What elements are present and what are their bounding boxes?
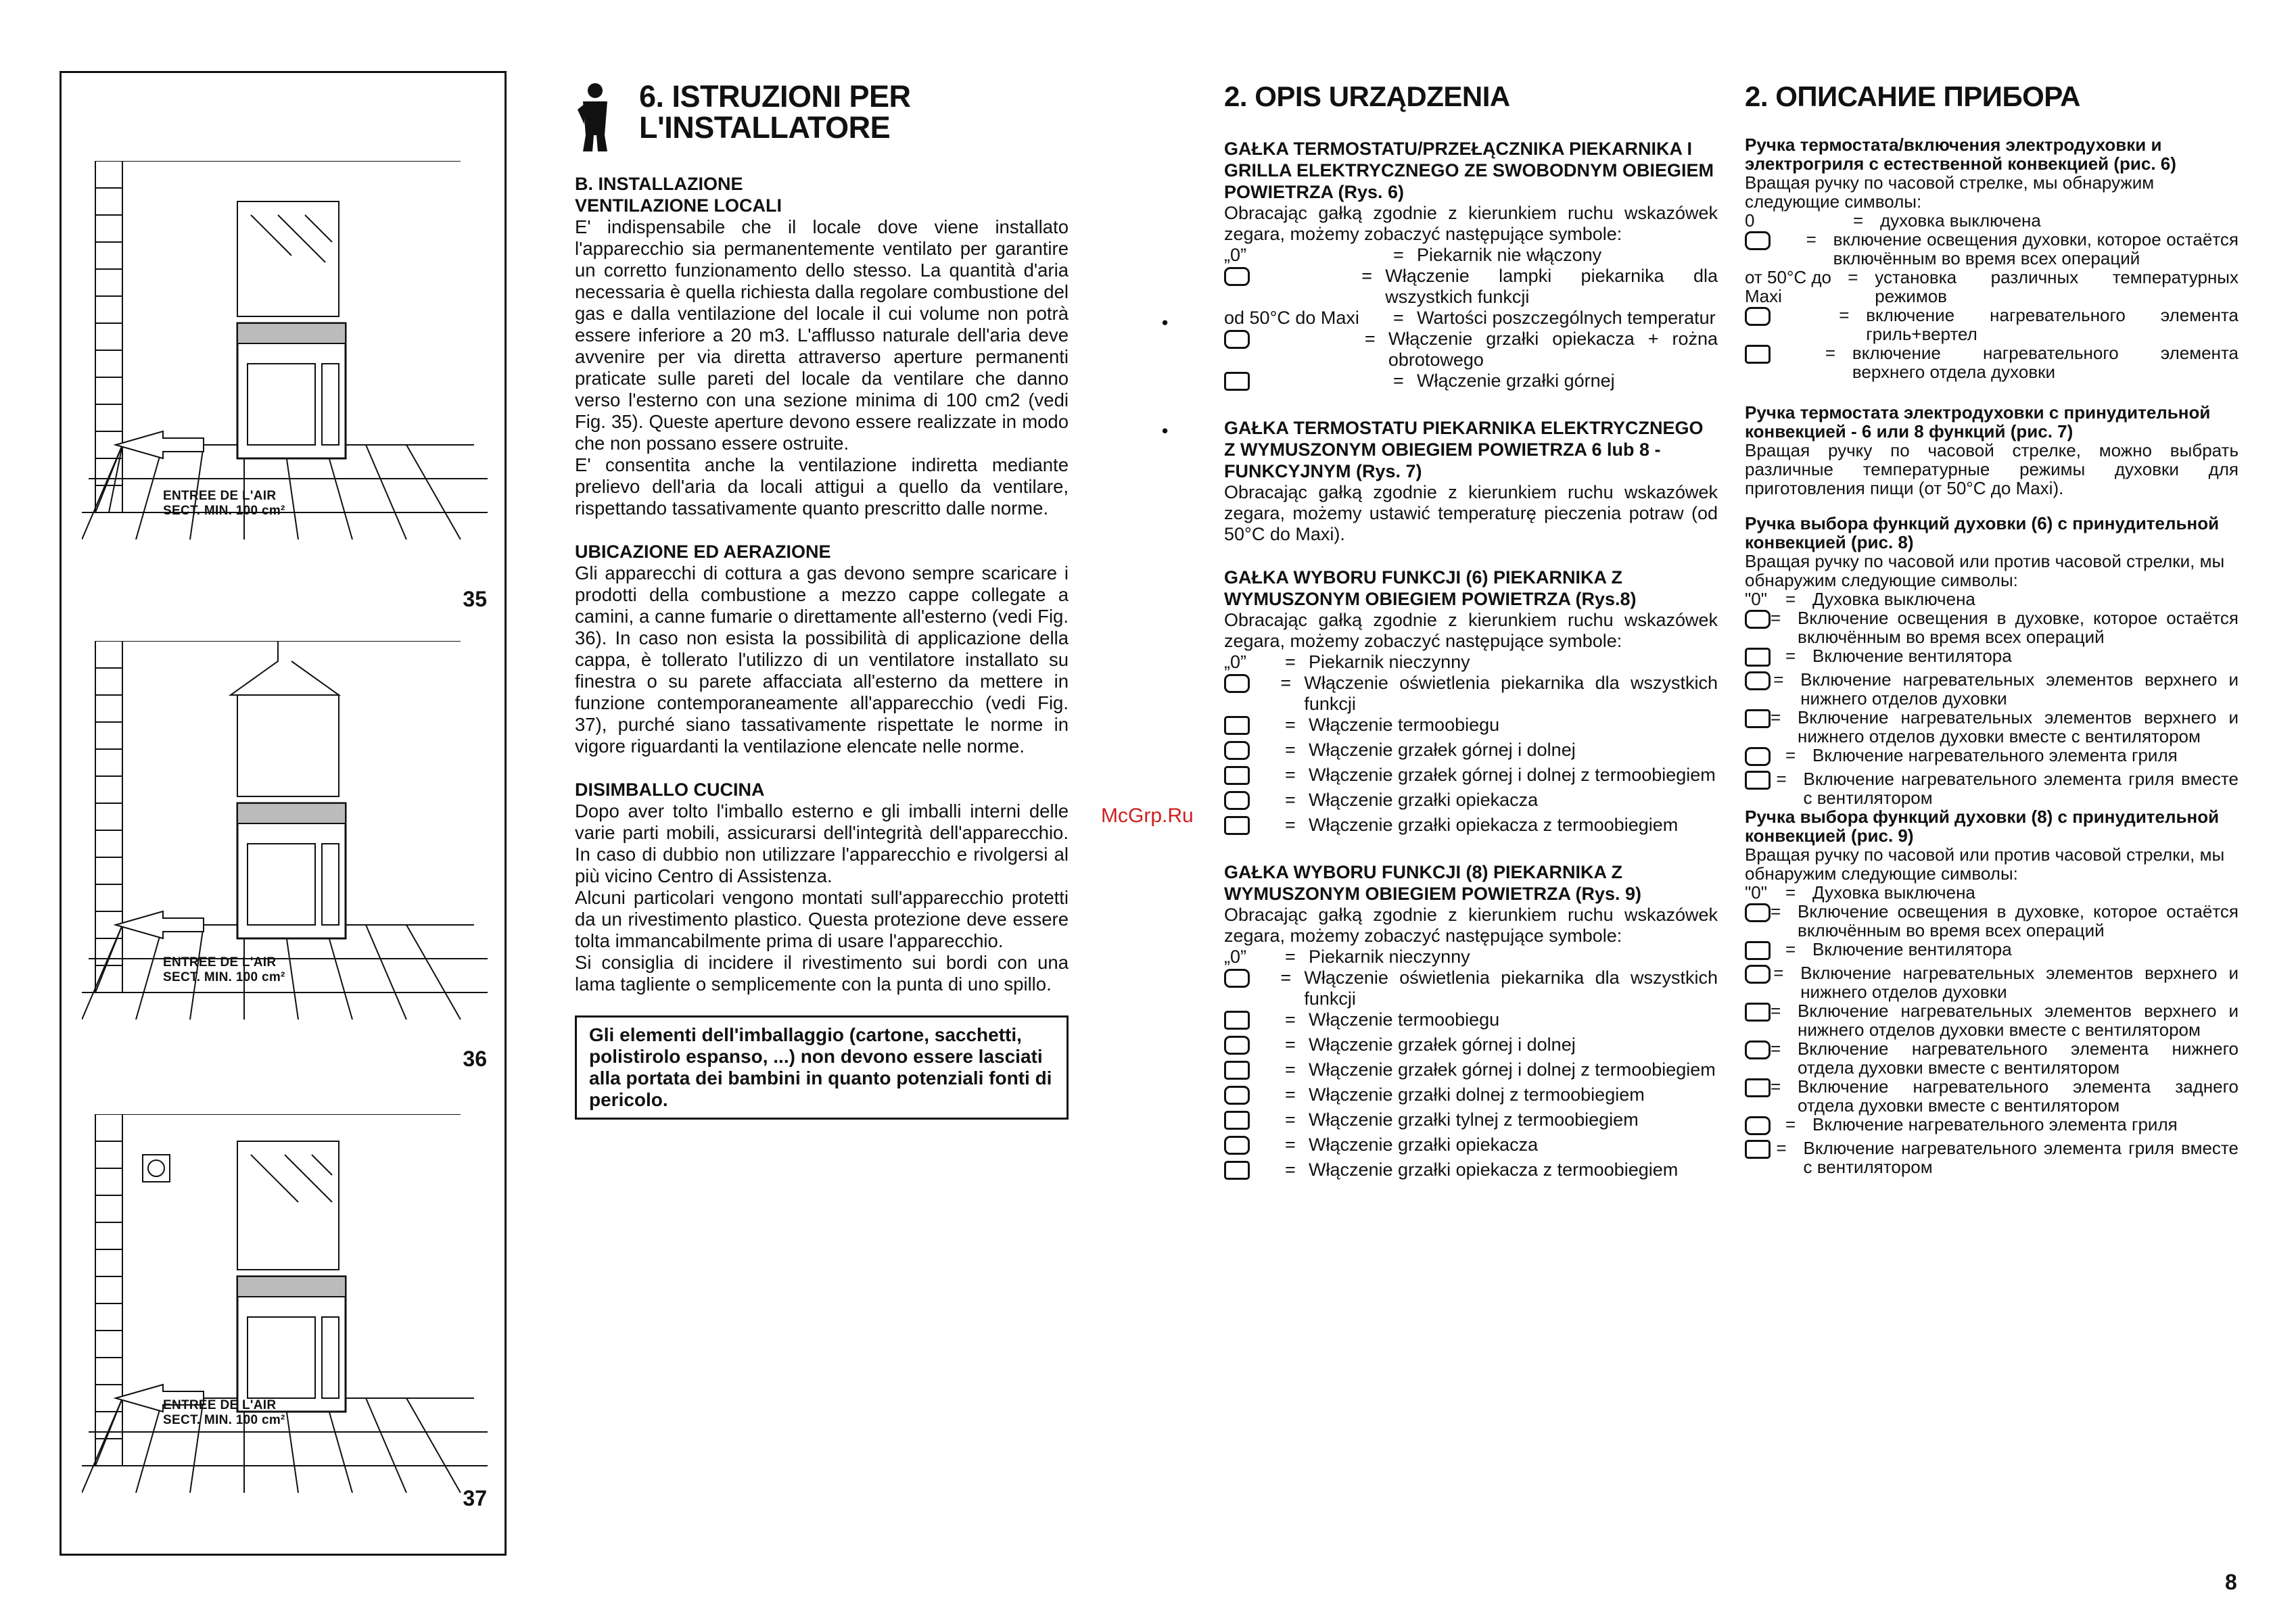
- oven-function-icon: [1224, 1086, 1250, 1105]
- symbol-cell: [1224, 652, 1285, 673]
- symbol-cell: [1745, 769, 1777, 793]
- symbol-description: включение освещения духовки, которое остаётся включённым во время всех операций: [1833, 229, 2239, 268]
- equals-sign: =: [1280, 967, 1292, 988]
- symbol-row: [1224, 815, 1718, 840]
- symbol-description: Włączenie grzałki opiekacza: [1309, 790, 1539, 810]
- oven-function-icon: [1224, 969, 1250, 988]
- polish-s4-intro: Obracając gałką zgodnie z kierunkiem ruchu wskazówek zegara, możemy zobaczyć następujące symbole:: [1224, 905, 1718, 946]
- installer-icon: [575, 81, 615, 152]
- symbol-row: [1224, 1059, 1718, 1084]
- equals-sign: =: [1285, 947, 1296, 967]
- symbol-row: [1224, 370, 1718, 396]
- symbol-description: Włączenie termoobiegu: [1309, 715, 1500, 735]
- italian-paragraph-1: E' indispensabile che il locale dove viene installato l'apparecchio sia permanentemente ventilato per garantire un corretto funzionamento dello stesso. La quantità d'aria necessaria è quella richiesta dalla regolare combustione del gas e dalla ventilazione del locale il cui volume non potrà essere inferiore a 20 m3. L'afflusso naturale dell'aria deve avvenire per via diretta attraverso aperture permanenti praticate sulle pareti del locale da ventilare che danno verso l'esterno con una sezione minima di 100 cm2 (vedi Fig. 35). Queste aperture devono essere realizzate in modo che non possano essere ostruite.: [575, 216, 1069, 454]
- polish-column: [1224, 81, 1718, 1185]
- equals-sign: =: [1785, 745, 1796, 765]
- symbol-text: od 50°C do Maxi: [1224, 308, 1359, 328]
- oven-function-icon: [1745, 965, 1771, 984]
- watermark: McGrp.Ru: [1101, 805, 1194, 827]
- symbol-row: [1745, 646, 2239, 670]
- symbol-row: [1224, 1159, 1718, 1185]
- symbol-description: Piekarnik nie włączony: [1417, 245, 1602, 265]
- russian-s4-intro: Вращая ручку по часовой или против часовой стрелки, мы обнаружим следующие символы:: [1745, 844, 2225, 884]
- symbol-description: Включение нагревательных элементов верхнего и нижнего отделов духовки вместе с вентилятором: [1798, 707, 2239, 746]
- symbol-cell: [1745, 230, 1806, 254]
- symbol-description: духовка выключена: [1880, 210, 2041, 231]
- symbol-description: Включение нагревательного элемента гриля: [1812, 1114, 2178, 1134]
- equals-sign: =: [1393, 245, 1404, 265]
- equals-sign: =: [1285, 1109, 1296, 1130]
- symbol-description: Włączenie grzałki opiekacza: [1309, 1134, 1539, 1155]
- symbol-description: Włączenie grzałki opiekacza + rożna obrotowego: [1388, 329, 1718, 370]
- symbol-row: [1745, 211, 2239, 230]
- symbol-row: [1745, 268, 2239, 306]
- symbol-description: Включение освещения в духовке, которое остаётся включённым во время всех операций: [1798, 608, 2239, 647]
- symbol-description: Włączenie grzałki tylnej z termoobiegiem: [1309, 1109, 1639, 1130]
- symbol-row: [1224, 765, 1718, 790]
- symbol-cell: [1745, 608, 1771, 632]
- symbol-cell: [1224, 967, 1280, 992]
- symbol-description: Включение нагревательных элементов верхнего и нижнего отделов духовки: [1800, 963, 2239, 1002]
- symbol-row: [1745, 608, 2239, 646]
- symbol-cell: [1224, 740, 1285, 765]
- oven-function-icon: [1745, 345, 1771, 364]
- equals-sign: =: [1285, 1084, 1296, 1105]
- equals-sign: =: [1853, 210, 1864, 231]
- polish-s3-symbols: [1224, 652, 1718, 840]
- equals-sign: =: [1771, 707, 1781, 727]
- symbol-description: Włączenie grzałki górnej: [1417, 370, 1615, 391]
- symbol-row: [1224, 1134, 1718, 1159]
- symbol-description: Включение нагревательных элементов верхнего и нижнего отделов духовки вместе с вентилятором: [1798, 1001, 2239, 1040]
- symbol-row: [1224, 1109, 1718, 1134]
- oven-function-icon: [1224, 674, 1250, 693]
- symbol-description: Включение нагревательного элемента нижнего отдела духовки вместе с вентилятором: [1798, 1038, 2239, 1078]
- symbol-cell: [1224, 765, 1285, 790]
- figure-label-line1: ENTREE DE L'AIR: [163, 955, 277, 970]
- oven-function-icon: [1224, 766, 1250, 785]
- symbol-description: Включение нагревательного элемента гриля: [1812, 745, 2178, 765]
- symbol-description: Włączenie grzałek górnej i dolnej: [1309, 1034, 1576, 1055]
- oven-function-icon: [1224, 1111, 1250, 1130]
- symbol-cell: [1745, 211, 1853, 230]
- figure-36-number: 36: [463, 1047, 487, 1071]
- symbol-row: [1745, 746, 2239, 769]
- russian-s4-heading: Ручка выбора функций духовки (8) с принудительной конвекцией (рис. 9): [1745, 807, 2220, 846]
- equals-sign: =: [1285, 652, 1296, 672]
- equals-sign: =: [1285, 1009, 1296, 1030]
- symbol-cell: [1224, 370, 1393, 396]
- oven-function-icon: [1224, 1136, 1250, 1155]
- symbol-description: Включение вентилятора: [1812, 646, 2012, 666]
- symbol-row: [1745, 590, 2239, 608]
- oven-function-icon: [1745, 747, 1771, 766]
- figure-35-number: 35: [463, 587, 487, 611]
- symbol-cell: [1745, 268, 1848, 306]
- figure-label-line2: SECT. MIN. 100 cm²: [163, 970, 285, 984]
- symbol-row: [1745, 670, 2239, 708]
- polish-s1-symbols: [1224, 245, 1718, 396]
- oven-function-icon: [1745, 610, 1771, 629]
- symbol-row: [1745, 883, 2239, 902]
- figure-36-label: [163, 955, 285, 985]
- oven-function-icon: [1224, 1036, 1250, 1055]
- symbol-cell: [1224, 308, 1393, 329]
- symbol-row: [1745, 940, 2239, 963]
- equals-sign: =: [1285, 715, 1296, 735]
- italian-title-line2: L'INSTALLATORE: [639, 110, 891, 145]
- symbol-row: [1745, 708, 2239, 746]
- equals-sign: =: [1776, 769, 1787, 789]
- symbol-description: Włączenie grzałek górnej i dolnej z termoobiegiem: [1309, 765, 1716, 785]
- symbol-cell: [1224, 673, 1280, 698]
- russian-title: 2. ОПИСАНИЕ ПРИБОРА: [1745, 80, 2080, 112]
- symbol-cell: [1745, 1139, 1777, 1162]
- symbol-text: „0”: [1224, 652, 1246, 672]
- symbol-description: Piekarnik nieczynny: [1309, 652, 1470, 672]
- symbol-text: "0": [1745, 589, 1767, 609]
- russian-s1-symbols: [1745, 211, 2239, 381]
- italian-paragraph-6: Si consiglia di incidere il rivestimento sui bordi con una lama tagliente o semplicemente con la punta di uno spillo.: [575, 952, 1069, 995]
- equals-sign: =: [1785, 646, 1796, 666]
- symbol-cell: [1745, 646, 1785, 670]
- equals-sign: =: [1825, 343, 1836, 363]
- figure-36: [62, 641, 505, 1107]
- symbol-description: Piekarnik nieczynny: [1309, 947, 1470, 967]
- equals-sign: =: [1285, 790, 1296, 810]
- symbol-cell: [1745, 963, 1773, 987]
- symbol-description: Włączenie lampki piekarnika dla wszystkich funkcji: [1385, 266, 1718, 307]
- russian-s4-symbols: [1745, 883, 2239, 1176]
- symbol-description: Включение нагревательного элемента гриля вместе с вентилятором: [1803, 769, 2239, 808]
- italian-paragraph-4: Dopo aver tolto l'imballo esterno e gli imballi interni delle varie parti mobili, assicurarsi dell'integrità dell'apparecchio. In caso di dubbio non utilizzare l'apparecchio e rivolgersi al più vicino Centro di Assistenza.: [575, 800, 1069, 886]
- polish-title: 2. OPIS URZĄDZENIA: [1224, 80, 1510, 112]
- symbol-cell: [1224, 1009, 1285, 1034]
- page-number: 8: [2225, 1570, 2237, 1594]
- figure-label-line1: ENTREE DE L'AIR: [163, 1398, 277, 1412]
- equals-sign: =: [1806, 229, 1817, 249]
- symbol-cell: [1224, 815, 1285, 840]
- symbol-row: [1224, 740, 1718, 765]
- equals-sign: =: [1285, 765, 1296, 785]
- polish-s1-intro: Obracając gałką zgodnie z kierunkiem ruchu wskazówek zegara, możemy zobaczyć następujące symbole:: [1224, 203, 1718, 244]
- symbol-description: Включение нагревательного элемента гриля вместе с вентилятором: [1803, 1138, 2239, 1177]
- italian-title-line1: 6. ISTRUZIONI PER: [639, 79, 911, 114]
- russian-column: [1745, 81, 2239, 1176]
- figure-label-line2: SECT. MIN. 100 cm²: [163, 504, 285, 518]
- polish-s2-text: Obracając gałką zgodnie z kierunkiem ruchu wskazówek zegara, możemy ustawić temperaturę pieczenia potraw (od 50°C do Maxi).: [1224, 482, 1718, 544]
- russian-s3-heading: Ручка выбора функций духовки (6) с принудительной конвекцией (рис. 8): [1745, 513, 2220, 552]
- oven-function-icon: [1745, 771, 1771, 790]
- symbol-description: Включение вентилятора: [1812, 939, 2012, 959]
- symbol-description: Włączenie termoobiegu: [1309, 1009, 1500, 1030]
- figure-label-line2: SECT. MIN. 100 cm²: [163, 1413, 285, 1427]
- symbol-cell: [1224, 1109, 1285, 1134]
- equals-sign: =: [1285, 1034, 1296, 1055]
- symbol-cell: [1224, 1059, 1285, 1084]
- symbol-cell: [1745, 883, 1785, 902]
- italian-heading-disimballo: DISIMBALLO CUCINA: [575, 780, 765, 800]
- symbol-cell: [1224, 266, 1361, 291]
- figure-37-number: 37: [463, 1486, 487, 1510]
- symbol-cell: [1224, 1134, 1285, 1159]
- equals-sign: =: [1773, 963, 1784, 983]
- symbol-description: Włączenie grzałki dolnej z termoobiegiem: [1309, 1084, 1645, 1105]
- symbol-row: [1224, 947, 1718, 967]
- symbol-description: Włączenie oświetlenia piekarnika dla wszystkich funkcji: [1304, 673, 1718, 714]
- italian-heading-ubicazione: UBICAZIONE ED AERAZIONE: [575, 542, 831, 562]
- oven-function-icon: [1745, 1116, 1771, 1135]
- equals-sign: =: [1785, 589, 1796, 609]
- equals-sign: =: [1364, 329, 1376, 349]
- symbol-cell: [1224, 715, 1285, 740]
- oven-function-icon: [1224, 716, 1250, 735]
- figure-37-label: [163, 1398, 285, 1428]
- polish-s4-symbols: [1224, 947, 1718, 1185]
- symbol-description: Włączenie grzałek górnej i dolnej: [1309, 740, 1576, 760]
- oven-function-icon: [1745, 307, 1771, 326]
- equals-sign: =: [1785, 882, 1796, 903]
- oven-function-icon: [1224, 1161, 1250, 1180]
- symbol-row: [1224, 673, 1718, 715]
- polish-s2-heading: GAŁKA TERMOSTATU PIEKARNIKA ELEKTRYCZNEGO Z WYMUSZONYM OBIEGIEM POWIETRZA 6 lub 8 - FUNKCYJNYM (Rys. 7): [1224, 418, 1704, 481]
- symbol-description: включение нагревательного элемента гриль+вертел: [1866, 305, 2239, 344]
- russian-s2-text: Вращая ручку по часовой стрелке, можно выбрать различные температурные режимы духовки для приготовления пищи (от 50°C до Maxi).: [1745, 440, 2239, 498]
- oven-function-icon: [1745, 1040, 1771, 1059]
- symbol-cell: [1224, 329, 1365, 354]
- symbol-row: [1745, 1039, 2239, 1077]
- bullet-dot: •: [1162, 421, 1169, 441]
- equals-sign: =: [1771, 901, 1781, 922]
- symbol-row: [1224, 245, 1718, 266]
- figure-35-label: [163, 489, 285, 519]
- russian-s3-symbols: [1745, 590, 2239, 807]
- symbol-description: Włączenie grzałek górnej i dolnej z termoobiegiem: [1309, 1059, 1716, 1080]
- symbol-description: Включение освещения в духовке, которое остаётся включённым во время всех операций: [1798, 901, 2239, 940]
- symbol-cell: [1745, 746, 1785, 769]
- oven-function-icon: [1745, 709, 1771, 728]
- symbol-cell: [1224, 1159, 1285, 1185]
- symbol-row: [1745, 1115, 2239, 1139]
- symbol-text: „0”: [1224, 245, 1246, 265]
- symbol-cell: [1745, 708, 1771, 732]
- figure-35-drawing: [82, 161, 488, 540]
- oven-function-icon: [1224, 741, 1250, 760]
- symbol-description: Włączenie grzałki opiekacza z termoobiegiem: [1309, 1159, 1679, 1180]
- symbol-cell: [1745, 1077, 1771, 1101]
- polish-s3-intro: Obracając gałką zgodnie z kierunkiem ruchu wskazówek zegara, możemy zobaczyć następujące symbole:: [1224, 610, 1718, 651]
- symbol-row: [1224, 715, 1718, 740]
- symbol-row: [1224, 308, 1718, 329]
- equals-sign: =: [1771, 608, 1781, 628]
- italian-sub1: B. INSTALLAZIONE: [575, 174, 743, 194]
- oven-function-icon: [1745, 231, 1771, 250]
- symbol-cell: [1745, 306, 1839, 329]
- oven-function-icon: [1745, 1003, 1771, 1022]
- equals-sign: =: [1785, 939, 1796, 959]
- oven-function-icon: [1224, 816, 1250, 835]
- equals-sign: =: [1839, 305, 1850, 325]
- symbol-row: [1745, 902, 2239, 940]
- symbol-cell: [1224, 1084, 1285, 1109]
- bullet-dot: •: [1162, 312, 1169, 333]
- symbol-row: [1745, 1001, 2239, 1039]
- symbol-row: [1745, 1077, 2239, 1115]
- equals-sign: =: [1285, 1134, 1296, 1155]
- symbol-cell: [1745, 940, 1785, 963]
- oven-function-icon: [1224, 330, 1250, 349]
- oven-function-icon: [1224, 267, 1250, 286]
- oven-function-icon: [1745, 648, 1771, 667]
- italian-paragraph-5: Alcuni particolari vengono montati sull'apparecchio protetti da un rivestimento plastico. Questa protezione deve essere tolta immancabilmente prima di usare l'apparecchio.: [575, 887, 1069, 951]
- symbol-cell: [1224, 245, 1393, 266]
- symbol-cell: [1224, 947, 1285, 967]
- symbol-description: Духовка выключена: [1812, 882, 1975, 903]
- figure-37: [62, 1114, 505, 1547]
- russian-s1-heading: Ручка термостата/включения электродуховки и электрогриля с естественной конвекцией (рис. 6): [1745, 135, 2176, 174]
- symbol-cell: [1745, 343, 1825, 367]
- figure-label-line1: ENTREE DE L'AIR: [163, 489, 277, 503]
- symbol-description: Включение нагревательного элемента заднего отдела духовки вместе с вентилятором: [1798, 1076, 2239, 1116]
- symbol-description: включение нагревательного элемента верхнего отдела духовки: [1852, 343, 2239, 382]
- oven-function-icon: [1224, 791, 1250, 810]
- equals-sign: =: [1785, 1114, 1796, 1134]
- equals-sign: =: [1771, 1038, 1781, 1059]
- symbol-cell: [1745, 1115, 1785, 1139]
- symbol-text: "0": [1745, 882, 1767, 903]
- symbol-row: [1745, 769, 2239, 807]
- symbol-text: 0: [1745, 210, 1755, 231]
- symbol-row: [1224, 329, 1718, 370]
- symbol-cell: [1745, 590, 1785, 608]
- equals-sign: =: [1285, 815, 1296, 835]
- symbol-row: [1745, 306, 2239, 343]
- symbol-row: [1224, 1084, 1718, 1109]
- russian-s1-intro: Вращая ручку по часовой стрелке, мы обнаружим следующие символы:: [1745, 172, 2155, 212]
- equals-sign: =: [1393, 308, 1404, 328]
- symbol-text: „0”: [1224, 947, 1246, 967]
- polish-s1-heading: GAŁKA TERMOSTATU/PRZEŁĄCZNIKA PIEKARNIKA I GRILLA ELEKTRYCZNEGO ZE SWOBODNYM OBIEGIEM POWIETRZA (Rys. 6): [1224, 139, 1714, 202]
- symbol-row: [1224, 967, 1718, 1009]
- symbol-description: Включение нагревательных элементов верхнего и нижнего отделов духовки: [1800, 669, 2239, 709]
- figures-panel: [60, 71, 507, 1556]
- warning-box: Gli elementi dell'imballaggio (cartone, sacchetti, polistirolo espanso, ...) non devono essere lasciati alla portata dei bambini in quanto potenziali fonti di pericolo.: [575, 1015, 1069, 1120]
- italian-sub2: VENTILAZIONE LOCALI: [575, 195, 782, 216]
- symbol-description: Włączenie grzałki opiekacza z termoobiegiem: [1309, 815, 1679, 835]
- equals-sign: =: [1771, 1076, 1781, 1097]
- symbol-cell: [1745, 902, 1771, 926]
- oven-function-icon: [1224, 1061, 1250, 1080]
- symbol-row: [1224, 1009, 1718, 1034]
- equals-sign: =: [1361, 266, 1373, 286]
- italian-paragraph-3: Gli apparecchi di cottura a gas devono sempre scaricare i prodotti della combustione a mezzo cappe collegate a camini, a canne fumarie o direttamente all'esterno (vedi Fig. 36). In caso non esista la possibilità di applicazione della cappa, è tollerato l'utilizzo di un ventilatore installato su finestra o su parete affacciata all'esterno da mettere in funzione contemporaneamente all'apparecchio (vedi Fig. 37), purché siano tassativamente rispettate le norme in vigore riguardanti la ventilazione elencate nelle norme.: [575, 563, 1069, 757]
- equals-sign: =: [1848, 267, 1858, 287]
- polish-s4-heading: GAŁKA WYBORU FUNKCJI (8) PIEKARNIKA Z WYMUSZONYM OBIEGIEM POWIETRZA (Rys. 9): [1224, 862, 1642, 904]
- symbol-row: [1745, 963, 2239, 1001]
- symbol-cell: [1224, 790, 1285, 815]
- figure-35: [62, 161, 505, 634]
- oven-function-icon: [1224, 372, 1250, 391]
- equals-sign: =: [1771, 1001, 1781, 1021]
- symbol-description: Wartości poszczególnych temperatur: [1417, 308, 1716, 328]
- symbol-text: от 50°C до Maxi: [1745, 267, 1831, 306]
- equals-sign: =: [1285, 740, 1296, 760]
- equals-sign: =: [1280, 673, 1292, 693]
- russian-s2-heading: Ручка термостата электродуховки с принудительной конвекцией - 6 или 8 функций (рис. 7): [1745, 402, 2211, 441]
- equals-sign: =: [1393, 370, 1404, 391]
- equals-sign: =: [1776, 1138, 1787, 1158]
- italian-paragraph-2: E' consentita anche la ventilazione indiretta mediante prelievo dell'aria da locali attigui a quello da ventilare, rispettando tassativamente quanto prescritto dalle norme.: [575, 454, 1069, 519]
- equals-sign: =: [1285, 1059, 1296, 1080]
- oven-function-icon: [1745, 903, 1771, 922]
- symbol-row: [1224, 652, 1718, 673]
- oven-function-icon: [1745, 1140, 1771, 1159]
- symbol-cell: [1745, 670, 1773, 694]
- symbol-row: [1745, 1139, 2239, 1176]
- symbol-cell: [1745, 1039, 1771, 1063]
- figure-37-drawing: [82, 1114, 488, 1493]
- equals-sign: =: [1773, 669, 1784, 690]
- symbol-row: [1745, 343, 2239, 381]
- symbol-row: [1224, 790, 1718, 815]
- symbol-row: [1224, 266, 1718, 308]
- equals-sign: =: [1285, 1159, 1296, 1180]
- symbol-row: [1745, 230, 2239, 268]
- oven-function-icon: [1224, 1011, 1250, 1030]
- oven-function-icon: [1745, 671, 1771, 690]
- oven-function-icon: [1745, 941, 1771, 960]
- polish-s3-heading: GAŁKA WYBORU FUNKCJI (6) PIEKARNIKA Z WYMUSZONYM OBIEGIEM POWIETRZA (Rys.8): [1224, 567, 1637, 609]
- symbol-cell: [1745, 1001, 1771, 1025]
- italian-title-block: [575, 81, 1069, 143]
- symbol-description: Włączenie oświetlenia piekarnika dla wszystkich funkcji: [1304, 967, 1718, 1009]
- symbol-description: установка различных температурных режимов: [1875, 267, 2239, 306]
- italian-column: [575, 81, 1069, 1120]
- oven-function-icon: [1745, 1078, 1771, 1097]
- symbol-description: Духовка выключена: [1812, 589, 1975, 609]
- symbol-cell: [1224, 1034, 1285, 1059]
- russian-s3-intro: Вращая ручку по часовой или против часовой стрелки, мы обнаружим следующие символы:: [1745, 551, 2225, 590]
- symbol-row: [1224, 1034, 1718, 1059]
